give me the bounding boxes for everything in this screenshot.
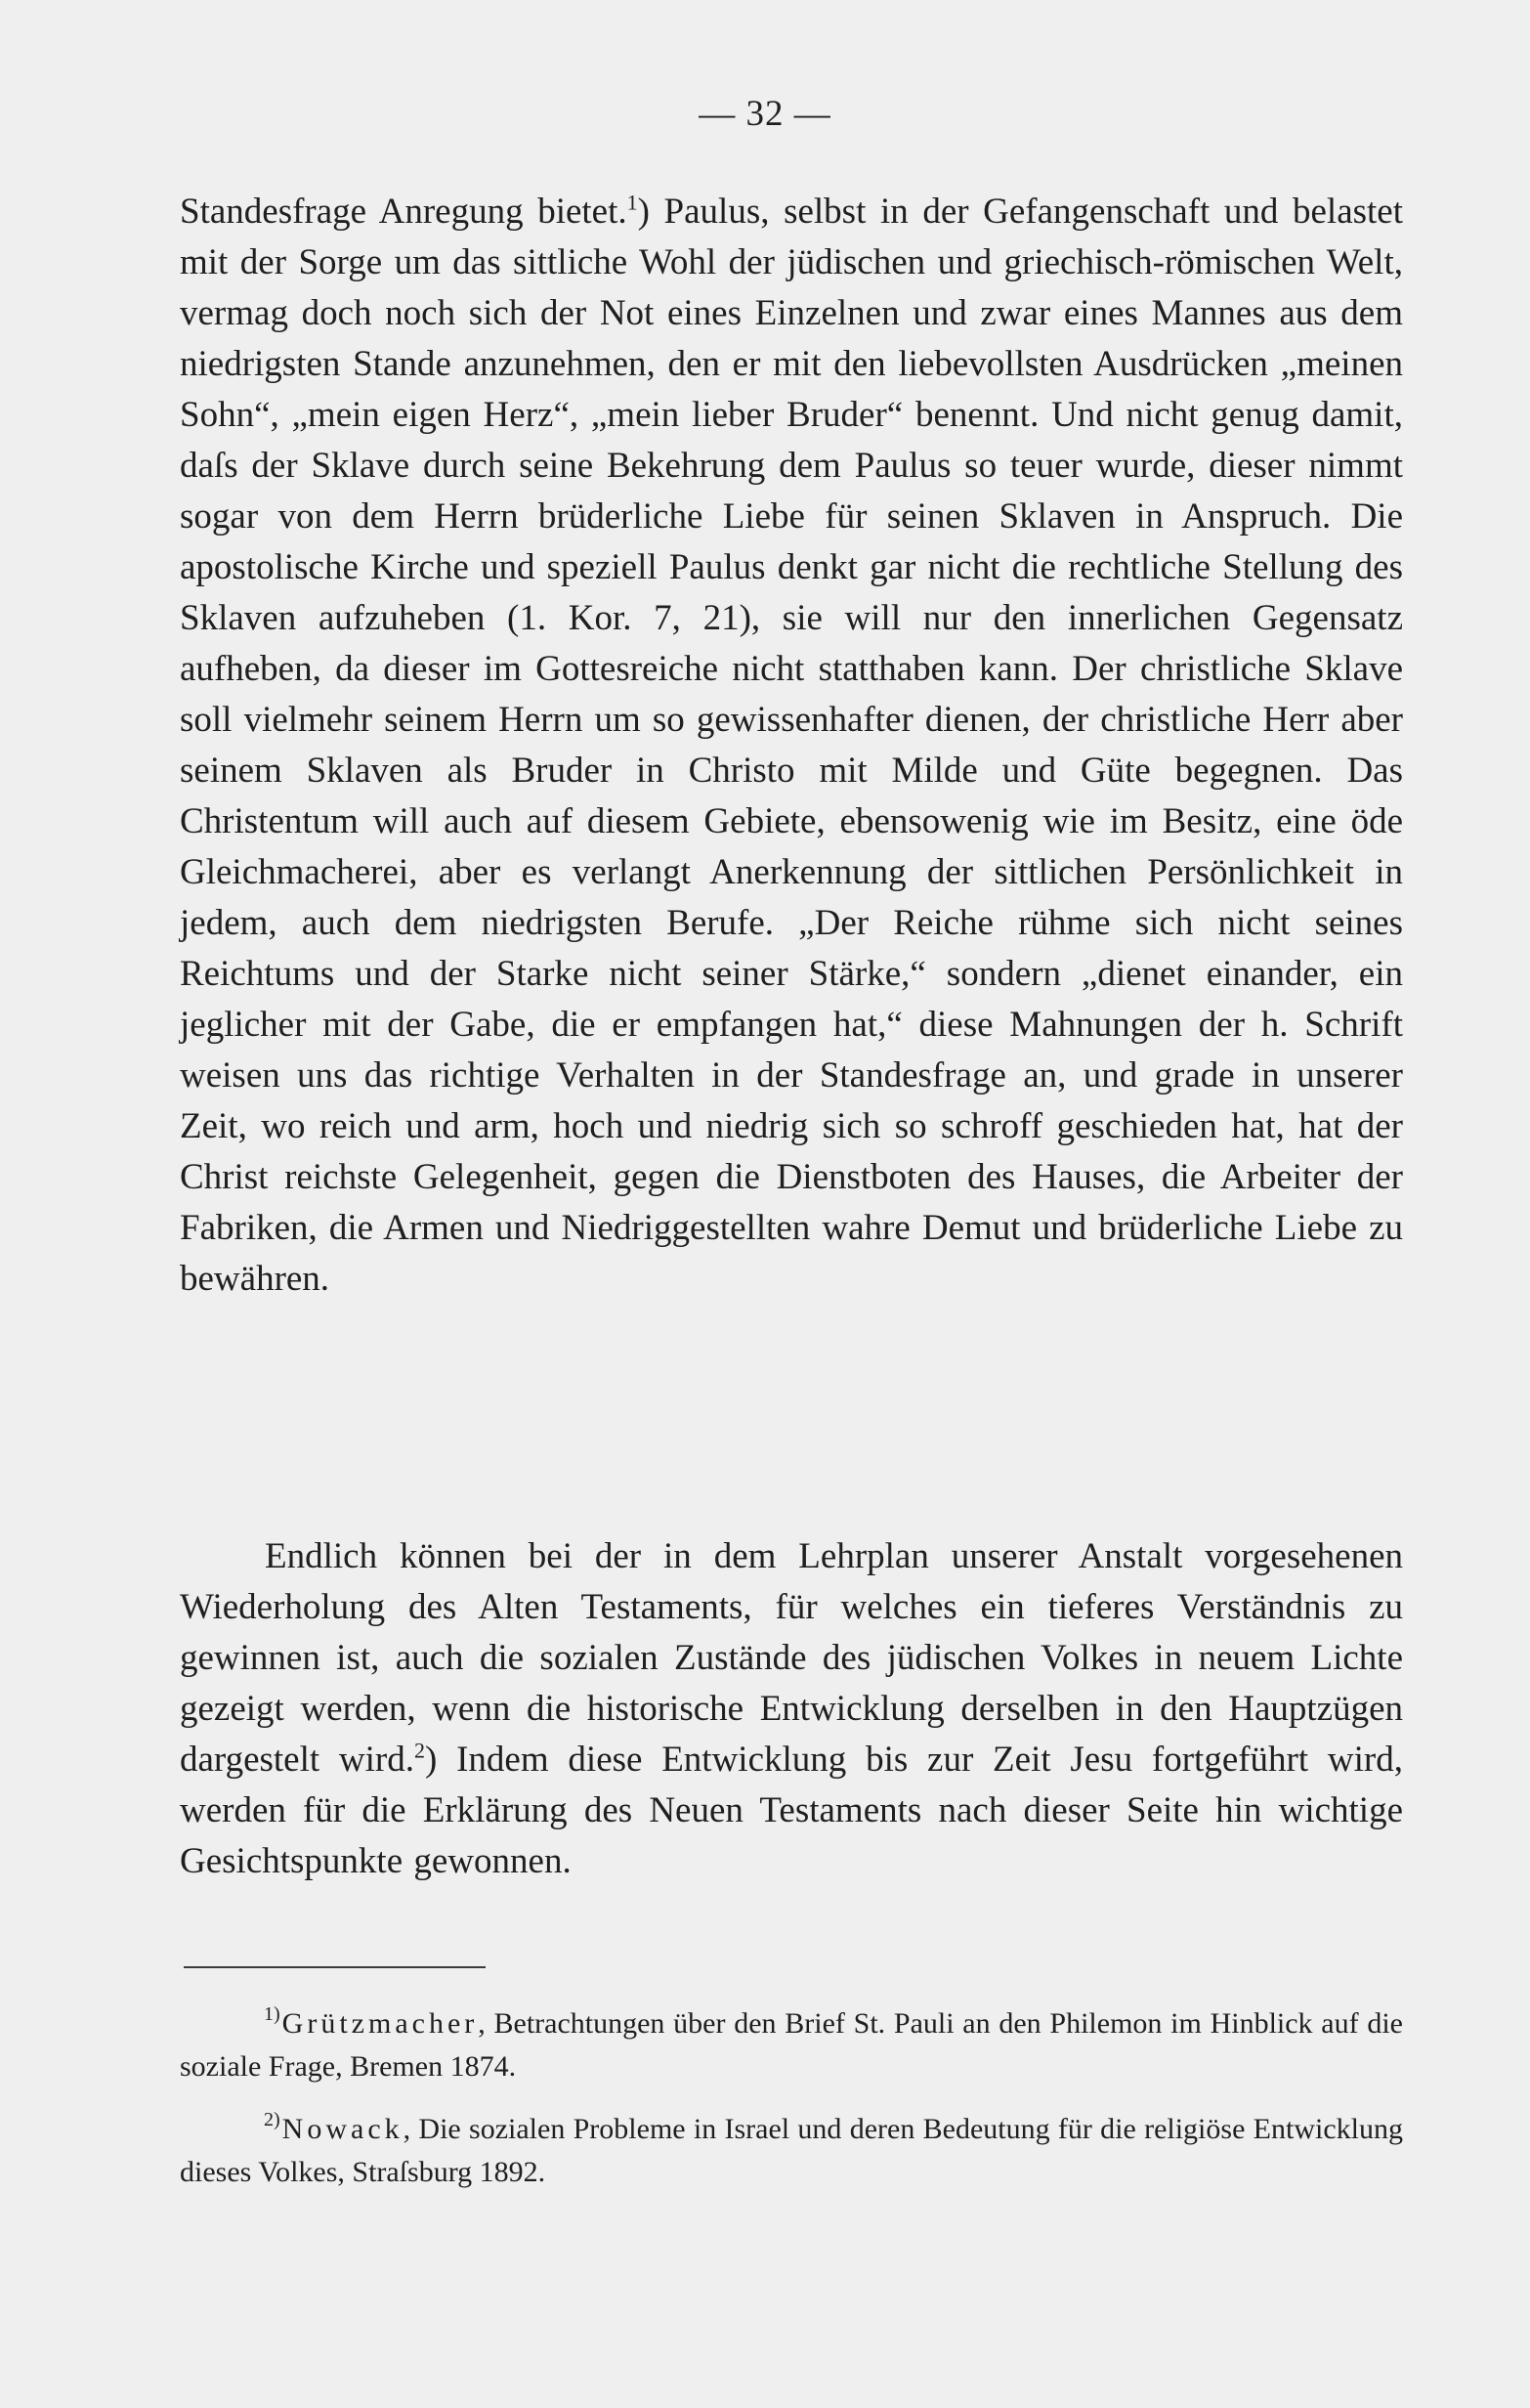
footnote-1 <box>180 2002 1403 2088</box>
footnote-author-2: Nowack <box>281 2113 404 2145</box>
footnotes-section <box>180 2002 1403 2214</box>
footnote-marker-1: 1) <box>264 2003 280 2025</box>
paragraph-2-text-start: Endlich können bei der in dem Lehrplan unserer Anstalt vorgesehenen Wiederholung des Alten Testaments, für welches ein tieferes Verständnis zu gewinnen ist, auch die sozialen Zustände des jüdischen Volkes in neuem Lichte gezeigt werden, wenn die historische Entwicklung derselben in den Hauptzügen dargestelt wird. <box>180 1536 1403 1780</box>
footnote-reference-1[interactable]: 1 <box>626 190 638 215</box>
page-number: — 32 — <box>699 94 831 134</box>
footnote-marker-2: 2) <box>264 2109 280 2130</box>
footnote-reference-2[interactable]: 2 <box>414 1738 426 1763</box>
footnote-2 <box>180 2108 1403 2194</box>
paragraph-1 <box>180 187 1403 1305</box>
footnote-text-1: , Betrachtungen über den Brief St. Pauli an den Philemon im Hinblick auf die soziale Frage, Bremen 1874. <box>180 2007 1403 2083</box>
main-text-block-2 <box>180 1531 1403 1887</box>
footnote-text-2: , Die sozialen Probleme in Israel und deren Bedeutung für die religiöse Entwicklung dieses Volkes, Straſsburg 1892. <box>180 2113 1403 2188</box>
paragraph-2 <box>180 1531 1403 1887</box>
paragraph-1-text-end: ) Paulus, selbst in der Gefangenschaft und belastet mit der Sorge um das sittliche Wohl der jüdischen und griechisch-römischen Welt, vermag doch noch sich der Not eines Einzelnen und zwar eines Mannes aus dem niedrigsten Stande anzunehmen, den er mit den liebevollsten Ausdrücken „meinen Sohn“, „mein eigen Herz“, „mein lieber Bruder“ benennt. Und nicht genug damit, daſs der Sklave durch seine Bekehrung dem Paulus so teuer wurde, dieser nimmt sogar von dem Herrn brüderliche Liebe für seinen Sklaven in Anspruch. Die apostolische Kirche und speziell Paulus denkt gar nicht die rechtliche Stellung des Sklaven aufzuheben (1. Kor. 7, 21), sie will nur den innerlichen Gegensatz aufheben, da dieser im Gottesreiche nicht statthaben kann. Der christliche Sklave soll vielmehr seinem Herrn um so gewissenhafter dienen, der christliche Herr aber seinem Sklaven als Bruder in Christo mit Milde und Güte begegnen. Das Christentum will auch auf diesem Gebiete, ebensowenig wie im Besitz, eine öde Gleichmacherei, aber es verlangt Anerkennung der sittlichen Persönlichkeit in jedem, auch dem niedrigsten Berufe. „Der Reiche rühme sich nicht seines Reichtums und der Starke nicht seiner Stärke,“ sondern „dienet einander, ein jeglicher mit der Gabe, die er empfangen hat,“ diese Mahnungen der h. Schrift weisen uns das richtige Verhalten in der Standesfrage an, und grade in unserer Zeit, wo reich und arm, hoch und niedrig sich so schroff geschieden hat, hat der Christ reichste Gelegenheit, gegen die Dienstboten des Hauses, die Arbeiter der Fabriken, die Armen und Niedriggestellten wahre Demut und brüderliche Liebe zu bewähren. <box>180 192 1403 1299</box>
footnote-author-1: Grützmacher <box>281 2007 479 2040</box>
paragraph-1-text-start: Standesfrage Anregung bietet. <box>180 192 627 232</box>
main-text-block-1 <box>180 187 1403 1305</box>
paragraph-2-text-end: ) Indem diese Entwicklung bis zur Zeit Jesu fortgeführt wird, werden für die Erklärung des Neuen Testaments nach dieser Seite hin wichtige Gesichtspunkte gewonnen. <box>180 1740 1404 1881</box>
footnote-separator <box>184 1966 486 1968</box>
